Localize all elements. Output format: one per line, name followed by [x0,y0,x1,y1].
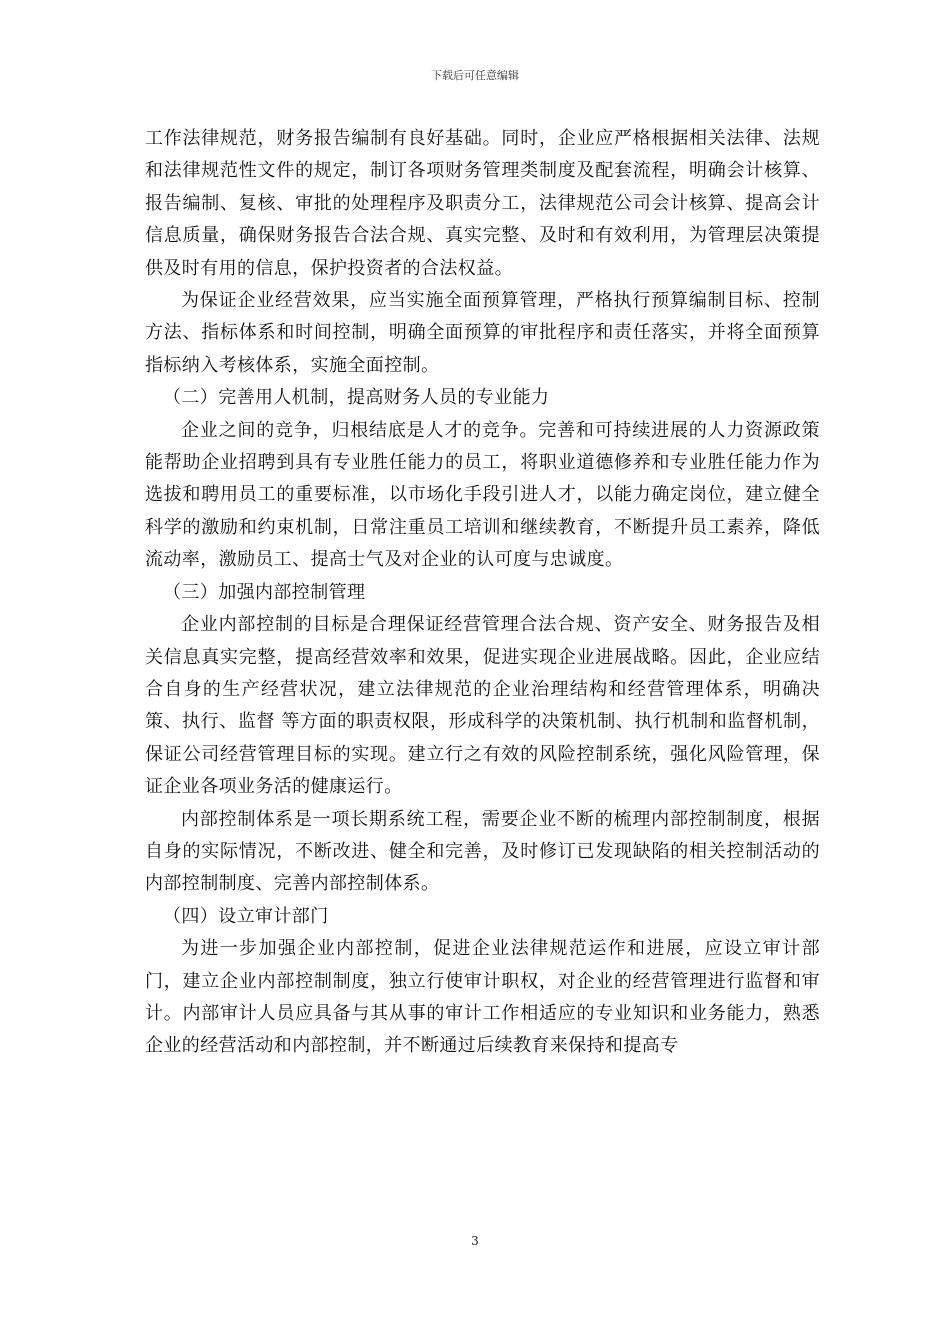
paragraph-continuation: 工作法律规范，财务报告编制有良好基础。同时，企业应严格根据相关法律、法规和法律规范性文件的规定，制订各项财务管理类制度及配套流程，明确会计核算、报告编制、复核、审批的处理程序及职责分工，法律规范公司会计核算、提高会计信息质量，确保财务报告合法合规、真实完整、及时和有效利用，为管理层决策提供及时有用的信息，保护投资者的合法权益。 [145,128,820,279]
paragraph: 企业内部控制的目标是合理保证经营管理合法合规、资产安全、财务报告及相关信息真实完整，提高经营效率和效果，促进实现企业进展战略。因此，企业应结合自身的生产经营状况，建立法律规范的企业治理结构和经营管理体系，明确决策、执行、监督 等方面的职责权限，形成科学的决策机制、执行机制和监督机制，保证公司经营管理目标的实现。建立行之有效的风险控制系统，强化风险管理，保证企业各项业务活的健康运行。 [145,614,820,798]
paragraph: 企业之间的竞争，归根结底是人才的竞争。完善和可持续进展的人力资源政策能帮助企业招聘到具有专业胜任能力的员工，将职业道德修养和专业胜任能力作为选拔和聘用员工的重要标准，以市场化手段引进人才，以能力确定岗位，建立健全科学的激励和约束机制，日常注重员工培训和继续教育，不断提升员工素养，降低流动率，激励员工、提高士气及对企业的认可度与忠诚度。 [145,419,820,571]
paragraph: 为进一步加强企业内部控制，促进企业法律规范运作和进展，应设立审计部门，建立企业内部控制制度，独立行使审计职权，对企业的经营管理进行监督和审计。内部审计人员应具备与其从事的审计工作相适应的专业知识和业务能力，熟悉企业的经营活动和内部控制，并不断通过后续教育来保持和提高专 [145,938,820,1057]
section-heading: （二）完善用人机制，提高财务人员的专业能力 [163,387,550,409]
page-number: 3 [471,1234,479,1248]
paragraph: 内部控制体系是一项长期系统工程，需要企业不断的梳理内部控制制度，根据自身的实际情况，不断改进、健全和完善，及时修订已发现缺陷的相关控制活动的内部控制制度、完善内部控制体系。 [145,808,820,895]
paragraph: 为保证企业经营效果，应当实施全面预算管理，严格执行预算编制目标、控制方法、指标体系和时间控制，明确全面预算的审批程序和责任落实，并将全面预算指标纳入考核体系，实施全面控制。 [145,290,820,376]
section-heading: （四）设立审计部门 [163,905,329,927]
document-body [145,123,820,1063]
page-header: 下载后可任意编辑 [431,69,519,82]
section-heading: （三）加强内部控制管理 [163,581,366,603]
